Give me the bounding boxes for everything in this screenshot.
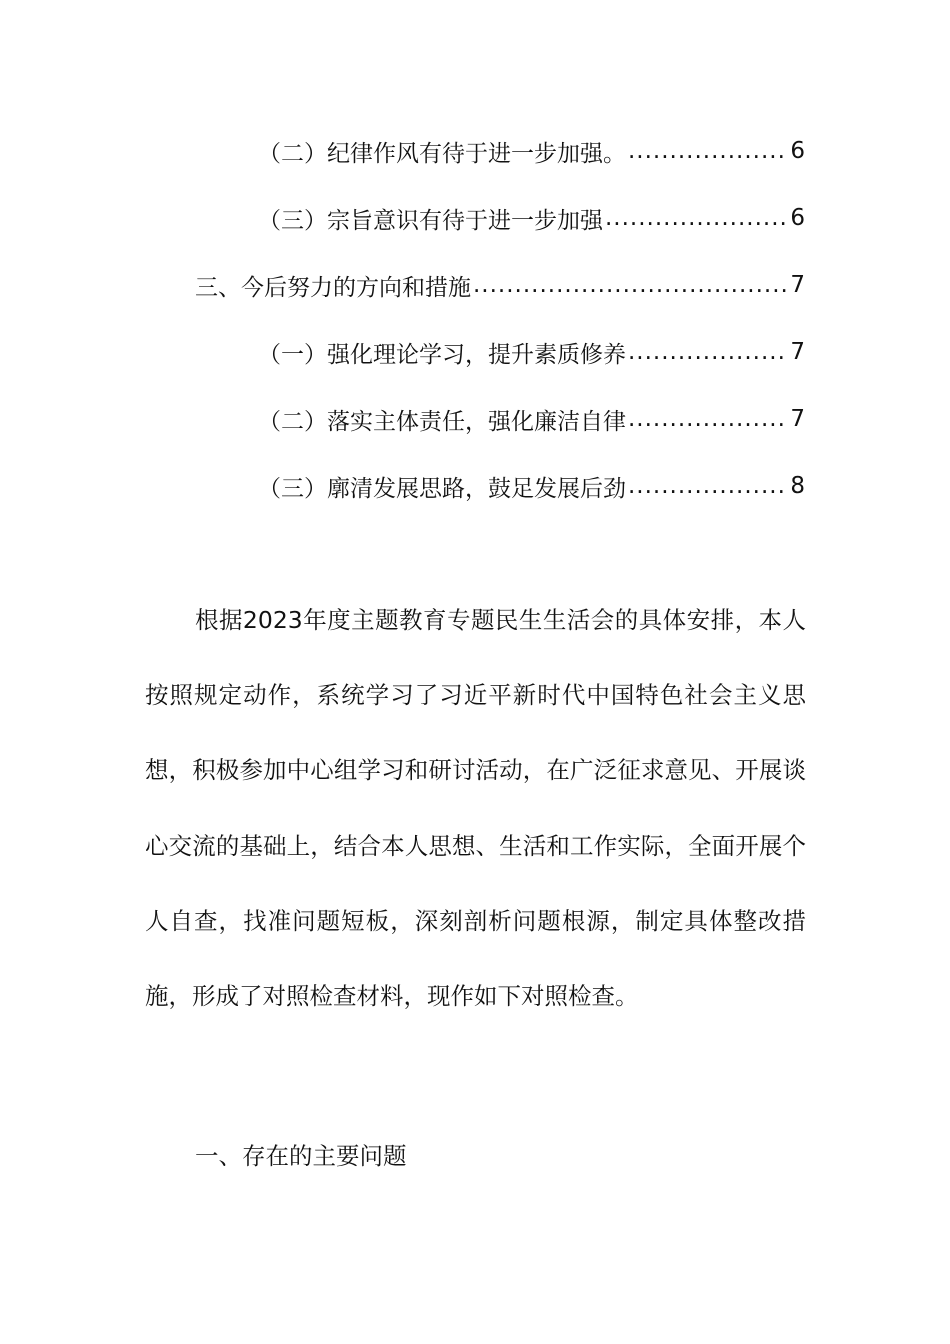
- toc-leader-dots: [628, 339, 788, 365]
- toc-entry-page: 8: [790, 473, 805, 499]
- toc-entry-page: 6: [790, 205, 805, 231]
- body-paragraph: 根据2023年度主题教育专题民生生活会的具体安排，本人按照规定动作，系统学习了习近平新时代中国特色社会主义思想，积极参加中心组学习和研讨活动，在广泛征求意见、开展谈心交流的基础上，结合本人思想、生活和工作实际，全面开展个人自查，找准问题短板，深刻剖析问题根源，制定具体整改措施，形成了对照检查材料，现作如下对照检查。: [145, 606, 806, 1011]
- section-heading: 一、存在的主要问题: [195, 1142, 407, 1170]
- toc-entry: [258, 332, 805, 372]
- toc-entry: [258, 198, 805, 238]
- toc-entry-title: （三）宗旨意识有待于进一步加强: [258, 207, 603, 234]
- toc-entry: [258, 399, 805, 439]
- toc-entry-page: 7: [790, 406, 805, 432]
- toc-entry: [258, 466, 805, 506]
- toc-entry-title: （一）强化理论学习，提升素质修养: [258, 341, 626, 368]
- toc-entry-page: 7: [790, 339, 805, 365]
- toc-entry-page: 6: [790, 138, 805, 164]
- toc-leader-dots: [473, 272, 788, 298]
- toc-entry: [258, 131, 805, 171]
- toc-leader-dots: [605, 205, 788, 231]
- toc-entry-title: （二）纪律作风有待于进一步加强。: [258, 140, 626, 167]
- toc-entry: [195, 265, 805, 305]
- toc-leader-dots: [628, 406, 788, 432]
- toc-leader-dots: [628, 138, 788, 164]
- toc-entry-title: 三、今后努力的方向和措施: [195, 274, 471, 301]
- toc-entry-title: （三）廓清发展思路，鼓足发展后劲: [258, 475, 626, 502]
- toc-entry-page: 7: [790, 272, 805, 298]
- toc-entry-title: （二）落实主体责任，强化廉洁自律: [258, 408, 626, 435]
- toc-leader-dots: [628, 473, 788, 499]
